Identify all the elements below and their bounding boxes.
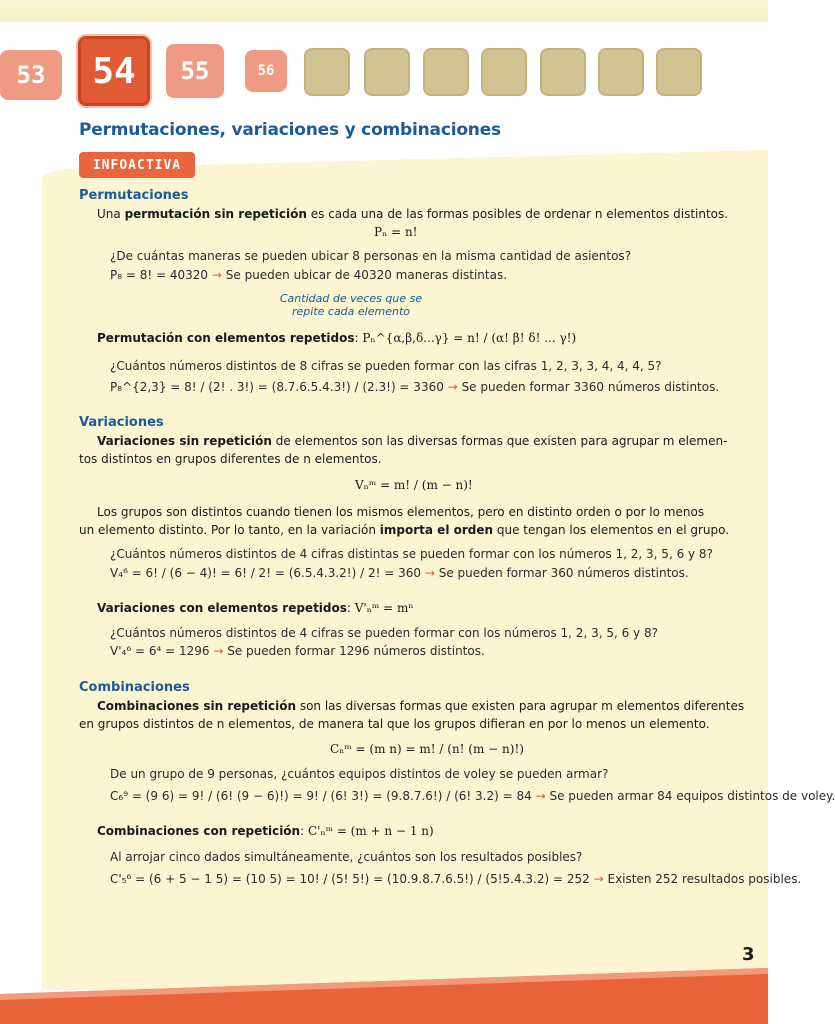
tab-empty-1[interactable]: [304, 48, 350, 96]
perm-def-pre: Una: [97, 207, 121, 221]
footer-band: [0, 968, 768, 1024]
var-def-text: de elementos son las diversas formas que existen para agrupar m elemen-: [275, 434, 728, 448]
var-repeated-formula: V'ₙᵐ = mⁿ: [354, 601, 414, 615]
tab-55[interactable]: 55: [166, 44, 224, 98]
comb-repeated-question: Al arrojar cinco dados simultáneamente, ¿cuántos son los resultados posibles?: [110, 850, 583, 864]
var-repeated-calc: V'₄⁶ = 6⁴ = 1296: [110, 644, 210, 658]
perm-repeated-label-text: Permutación con elementos repetidos: [97, 331, 355, 345]
arrow-icon: →: [211, 268, 222, 282]
comb-repeated-text: Existen 252 resultados posibles.: [607, 872, 802, 886]
var-repeated-text: Se pueden formar 1296 números distintos.: [227, 644, 485, 658]
perm-def-post: es cada una de las formas posibles de ordenar n elementos distintos.: [310, 207, 729, 221]
perm-def-bold: permutación sin repetición: [124, 207, 307, 221]
var-para-pre: un elemento distinto. Por lo tanto, en la variación: [79, 523, 376, 537]
perm-answer-text: Se pueden ubicar de 40320 maneras distintas.: [225, 268, 508, 282]
section-badge: INFOACTIVA: [79, 152, 195, 178]
comb-def-text: son las diversas formas que existen para agrupar m elementos diferentes: [299, 699, 745, 713]
arrow-icon: →: [424, 566, 435, 580]
var-def-bold: Variaciones sin repetición: [97, 434, 272, 448]
comb-example-answer: [110, 789, 835, 803]
tab-empty-5[interactable]: [540, 48, 586, 96]
comb-def-bold: Combinaciones sin repetición: [97, 699, 296, 713]
comb-repeated-label-text: Combinaciones con repetición: [97, 824, 301, 838]
heading-variaciones: Variaciones: [79, 415, 164, 430]
comb-answer-calc: C₆⁹ = (9 6) = 9! / (6! (9 − 6)!) = 9! / (6! 3!) = (9.8.7.6!) / (6! 3.2) = 84: [110, 789, 532, 803]
tab-empty-3[interactable]: [423, 48, 469, 96]
arrow-icon: →: [213, 644, 224, 658]
perm-repeated-question: ¿Cuántos números distintos de 8 cifras se pueden formar con las cifras 1, 2, 3, 3, 4, 4, 4, 5?: [110, 359, 662, 373]
tab-56[interactable]: 56: [245, 50, 287, 92]
perm-repeated-text: Se pueden formar 3360 números distintos.: [461, 380, 720, 394]
var-repeated-answer: [110, 644, 485, 658]
perm-repeated-formula: Pₙ^{α,β,δ...γ} = n! / (α! β! δ! ... γ!): [362, 331, 577, 345]
arrow-icon: →: [447, 380, 458, 394]
tab-53[interactable]: 53: [0, 50, 62, 100]
var-repeated-label-text: Variaciones con elementos repetidos: [97, 601, 347, 615]
perm-formula: Pₙ = n!: [374, 225, 418, 239]
arrow-icon: →: [593, 872, 604, 886]
chapter-tabs: [0, 40, 768, 110]
var-definition-line1: [97, 434, 727, 448]
var-repeated-question: ¿Cuántos números distintos de 4 cifras se pueden formar con los números 1, 2, 3, 5, 6 y 8?: [110, 626, 658, 640]
var-definition-line2: tos distintos en grupos diferentes de n elementos.: [79, 452, 382, 466]
page-number: 3: [742, 944, 755, 965]
comb-answer-text: Se pueden armar 84 equipos distintos de voley.: [549, 789, 835, 803]
comb-repeated-calc: C'₅⁶ = (6 + 5 − 1 5) = (10 5) = 10! / (5! 5!) = (10.9.8.7.6.5!) / (5!5.4.3.2) = 252: [110, 872, 590, 886]
comb-repeated-formula: C'ₙᵐ = (m + n − 1 n): [307, 824, 434, 838]
top-band-accent: [0, 8, 768, 22]
comb-example-question: De un grupo de 9 personas, ¿cuántos equipos distintos de voley se pueden armar?: [110, 767, 609, 781]
perm-answer-calc: P₈ = 8! = 40320: [110, 268, 209, 282]
var-paragraph-line2: [79, 523, 729, 537]
comb-definition-line1: [97, 699, 744, 713]
repeat-count-note: Cantidad de veces que se repite cada elemento: [279, 292, 423, 318]
tab-54[interactable]: 54: [78, 36, 150, 106]
perm-repeated-calc: P₈^{2,3} = 8! / (2! . 3!) = (8.7.6.5.4.3!) / (2.3!) = 3360: [110, 380, 444, 394]
var-example-question: ¿Cuántos números distintos de 4 cifras distintas se pueden formar con los números 1, 2, 3, 5, 6 y 8?: [110, 547, 713, 561]
var-paragraph-line1: Los grupos son distintos cuando tienen los mismos elementos, pero en distinto orden o por lo menos: [97, 505, 705, 519]
tab-empty-4[interactable]: [481, 48, 527, 96]
comb-definition-line2: en grupos distintos de n elementos, de manera tal que los grupos difieran en por lo menos un elemento.: [79, 717, 710, 731]
tab-empty-2[interactable]: [364, 48, 410, 96]
comb-formula: Cₙᵐ = (m n) = m! / (n! (m − n)!): [330, 742, 524, 756]
var-example-answer: [110, 566, 689, 580]
comb-repeated-answer: [110, 872, 801, 886]
comb-repeated-label: Combinaciones con repetición: C'ₙᵐ = (m + n − 1 n): [97, 824, 434, 838]
page-title: Permutaciones, variaciones y combinaciones: [79, 120, 501, 140]
perm-example-answer: [110, 268, 507, 282]
perm-repeated-label: Permutación con elementos repetidos: Pₙ^{α,β,δ...γ} = n! / (α! β! δ! ... γ!): [97, 331, 577, 345]
perm-example-question: ¿De cuántas maneras se pueden ubicar 8 personas en la misma cantidad de asientos?: [110, 249, 632, 263]
heading-combinaciones: Combinaciones: [79, 680, 190, 695]
perm-definition: [97, 207, 728, 221]
var-para-post: que tengan los elementos en el grupo.: [496, 523, 730, 537]
var-formula: Vₙᵐ = m! / (m − n)!: [355, 478, 473, 492]
var-repeated-label: Variaciones con elementos repetidos: V'ₙᵐ = mⁿ: [97, 601, 414, 615]
perm-repeated-answer: [110, 380, 719, 394]
arrow-icon: →: [535, 789, 546, 803]
heading-permutaciones: Permutaciones: [79, 188, 189, 203]
tab-empty-7[interactable]: [656, 48, 702, 96]
var-para-bold: importa el orden: [379, 523, 494, 537]
var-answer-calc: V₄⁶ = 6! / (6 − 4)! = 6! / 2! = (6.5.4.3.2!) / 2! = 360: [110, 566, 421, 580]
var-answer-text: Se pueden formar 360 números distintos.: [438, 566, 689, 580]
tab-empty-6[interactable]: [598, 48, 644, 96]
